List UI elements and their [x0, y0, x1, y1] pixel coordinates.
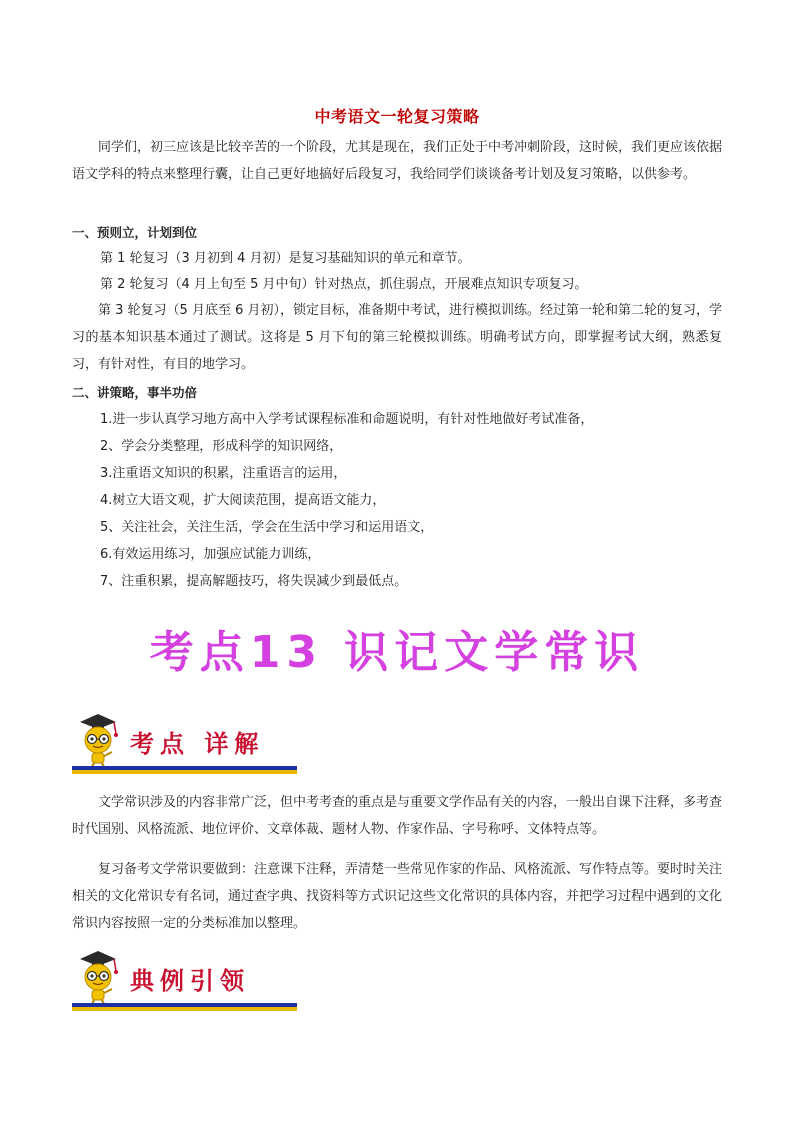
banner-detail [72, 710, 297, 774]
banner-examples-label: 典例引领 [130, 966, 250, 995]
topic-title: 考点13 识记文学常识 [149, 627, 645, 678]
document-title: 中考语文一轮复习策略 [314, 107, 480, 126]
round1-text: 第 1 轮复习（3 月初到 4 月初）是复习基础知识的单元和章节。 [100, 251, 471, 266]
banner-stripe-yellow [72, 770, 297, 774]
strategy-item-5: 5、关注社会，关注生活，学会在生活中学习和运用语文， [100, 520, 434, 535]
banner-examples [72, 947, 297, 1011]
round3-paragraph: 第 3 轮复习（5 月底至 6 月初），锁定目标，准备期中考试，进行模拟训练。经过第一轮和第二轮的复习，学习的基本知识基本通过了测试。这将是 5 月下旬的第三轮模拟训练。明确考试方向，即掌握考试大纲，熟悉复习，有针对性，有目的地学习。 [72, 303, 722, 372]
section2-heading: 二、讲策略，事半功倍 [72, 385, 198, 400]
strategy-item-3: 3.注重语文知识的积累，注重语言的运用， [100, 466, 347, 481]
intro-paragraph: 同学们，初三应该是比较辛苦的一个阶段，尤其是现在，我们正处于中考冲刺阶段，这时候，我们更应该依据语文学科的特点来整理行囊，让自己更好地搞好后段复习，我给同学们谈谈备考计划及复习策略，以供参考。 [72, 140, 723, 182]
explain-paragraph-1: 文学常识涉及的内容非常广泛，但中考考查的重点是与重要文学作品有关的内容，一般出自课下注释，多考查时代国别、风格流派、地位评价、文章体裁、题材人物、作家作品、字号称呼、文体特点等。 [72, 795, 723, 837]
section1-heading: 一、预则立，计划到位 [72, 225, 198, 240]
round2-text: 第 2 轮复习（4 月上旬至 5 月中旬）针对热点，抓住弱点，开展难点知识专项复习。 [100, 277, 588, 292]
strategy-item-1: 1.进一步认真学习地方高中入学考试课程标准和命题说明，有针对性地做好考试准备， [100, 412, 594, 427]
scholar-mascot-icon [72, 710, 128, 768]
strategy-item-2: 2、学会分类整理，形成科学的知识网络， [100, 439, 343, 454]
banner-stripe-yellow [72, 1007, 297, 1011]
explain-paragraph-2: 复习备考文学常识要做到：注意课下注释，弄清楚一些常见作家的作品、风格流派、写作特点等。要时时关注相关的文化常识专有名词，通过查字典、找资料等方式识记这些文化常识的具体内容，并把学习过程中遇到的文化常识内容按照一定的分类标准加以整理。 [72, 862, 723, 931]
strategy-item-7: 7、注重积累，提高解题技巧，将失误减少到最低点。 [100, 574, 408, 589]
strategy-item-4: 4.树立大语文观，扩大阅读范围，提高语文能力， [100, 493, 386, 508]
strategy-item-6: 6.有效运用练习，加强应试能力训练， [100, 547, 321, 562]
banner-detail-label: 考点 详解 [130, 729, 265, 758]
scholar-mascot-icon [72, 947, 128, 1005]
